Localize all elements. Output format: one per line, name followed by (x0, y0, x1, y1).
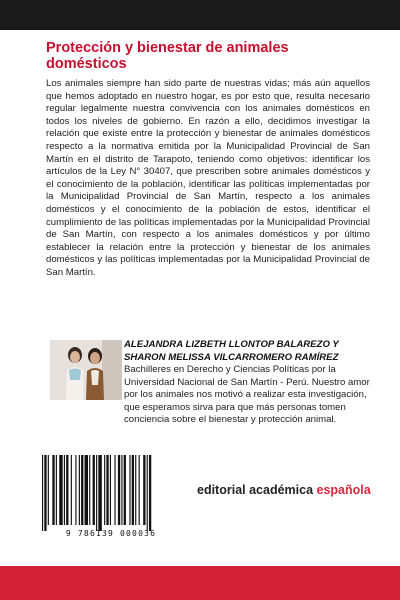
book-title: Protección y bienestar de animales domésticos (46, 40, 289, 72)
barcode-bar (96, 455, 97, 531)
barcode-bar (110, 455, 111, 525)
barcode-bar (59, 455, 62, 525)
book-blurb: Los animales siempre han sido parte de nuestras vidas; más aún aquellos que hemos adoptado en nuestro hogar, es por esto que, resulta necesario regular legalmente nuestra convivencia con los animales domésticos en todos los niveles de gobierno. En razón a ello, decidimos investigar la relación que existe entre la protección y bienestar de animales domésticos respecto a la normativa emitida por la Municipalidad Provincial de San Martín en el distrito de Tarapoto, teniendo como objetivos: identificar los artículos de la Ley N° 30407, que prescriben sobre animales domésticos y el conocimiento de la población, identificar las políticas implementadas por la Municipalidad Provincial de San Martín, respecto a los animales domésticos y el conocimiento de la población de estos, identificar el cumplimiento de las políticas implementadas por la Municipalidad Provincial de San Martín, con respecto a los animales domésticos y por último establecer la relación entre la protección y bienestar de los animales domésticos y las políticas implementadas por la Municipalidad Provincial de San Martín. (46, 78, 370, 278)
barcode-bar (71, 455, 72, 525)
barcode-bar (104, 455, 105, 525)
barcode-bar (139, 455, 140, 525)
author-bio: Bachilleres en Derecho y Ciencias Políticas por la Universidad Nacional de San Martín - Perú. Nuestro amor por los animales nos motivó a realizar esta investigación, que esperamos sirva para que más personas tomen conciencia sobre el bienestar y protección animal. (124, 364, 370, 426)
barcode-bar (48, 455, 49, 525)
publisher-name-accent: española (316, 483, 371, 497)
barcode-bar (135, 455, 136, 525)
barcode-bar (98, 455, 101, 531)
barcode-bar (132, 455, 134, 525)
barcode-bar (56, 455, 57, 525)
barcode-bar (85, 455, 88, 525)
barcode-bar (44, 455, 46, 531)
barcode-bar (89, 455, 90, 525)
barcode-bar (149, 455, 151, 531)
publisher-logo (197, 483, 371, 497)
top-color-band (0, 0, 400, 30)
barcode-bar (147, 455, 148, 531)
isbn-digits: 9 786139 000036 (65, 529, 157, 538)
barcode-bar (52, 455, 54, 525)
author-names: ALEJANDRA LIZBETH LLONTOP BALAREZO Y SHARON MELISSA VILCARROMERO RAMÍREZ (124, 339, 339, 363)
bottom-color-band (0, 566, 400, 600)
barcode-bar (114, 455, 115, 525)
barcode-bar (42, 455, 43, 531)
author-photo (50, 340, 122, 400)
publisher-name: editorial académica (197, 483, 317, 497)
barcode-bar (79, 455, 80, 525)
barcode-bar (64, 455, 65, 525)
barcode-bar (124, 455, 126, 525)
barcode-bar (143, 455, 145, 525)
barcode-bar (81, 455, 83, 525)
barcode-bar (93, 455, 95, 525)
barcode-bar (118, 455, 120, 525)
barcode-bar (129, 455, 130, 525)
barcode-bar (66, 455, 68, 525)
barcode-bar (121, 455, 122, 525)
barcode-bar (75, 455, 76, 525)
barcode-bar (106, 455, 108, 525)
